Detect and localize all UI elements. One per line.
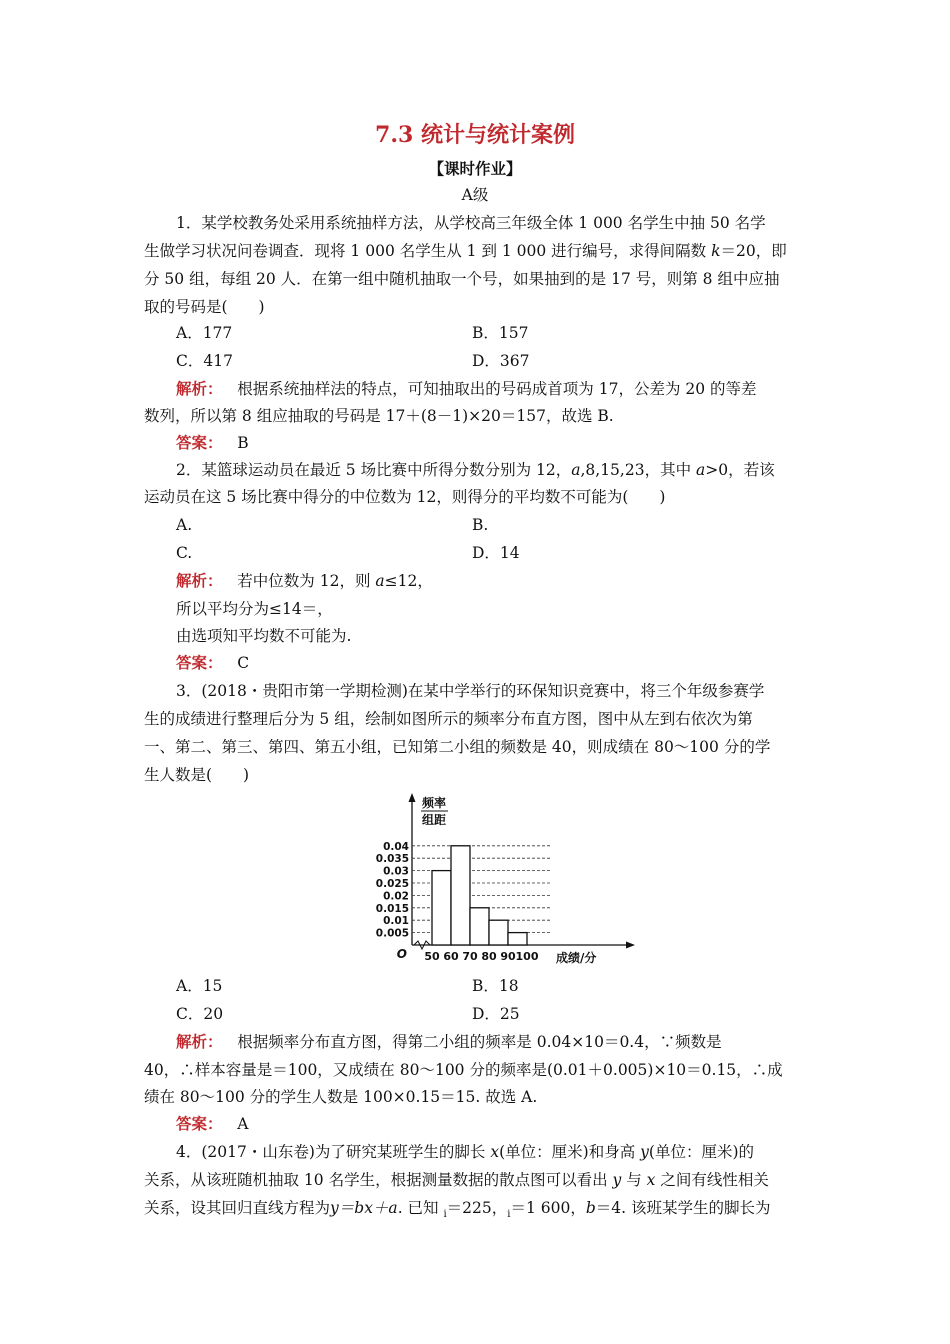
x-tick-label: 100	[515, 950, 539, 963]
y-tick-label: 0.005	[375, 927, 409, 940]
q1-option-d: D．367	[472, 352, 530, 370]
q3-line-1: 3．(2018・贵阳市第一学期检测)在某中学举行的环保知识竞赛中，将三个年级参赛学	[176, 682, 765, 700]
q3-line-2: 生的成绩进行整理后分为 5 组，绘制如图所示的频率分布直方图，图中从左到右依次为第	[144, 710, 753, 728]
q1-line-1: 1．某学校教务处采用系统抽样方法，从学校高三年级全体 1 000 名学生中抽 50 名学	[176, 214, 766, 232]
answer-label: 答案：	[176, 653, 223, 672]
y-tick-label: 0.03	[383, 865, 409, 878]
q2-option-a: A.	[176, 516, 193, 534]
q3-answer: 答案： A	[176, 1114, 249, 1133]
q3-analysis-line-2: 40，∴样本容量是＝100，又成绩在 80～100 分的频率是(0.01＋0.005)×10＝0.15，∴成	[144, 1061, 783, 1079]
q4-line-1: 4．(2017・山东卷)为了研究某班学生的脚长 x(单位：厘米)和身高 y(单位：厘米)的	[176, 1143, 754, 1161]
y-tick-label: 0.035	[375, 853, 409, 866]
q3-analysis-line-3: 绩在 80～100 分的学生人数是 100×0.15＝15. 故选 A.	[144, 1088, 538, 1106]
q2-analysis-line-1: 解析： 若中位数为 12，则 a≤12，	[176, 571, 433, 590]
origin-label: O	[396, 947, 407, 961]
y-axis-arrow	[409, 793, 416, 802]
answer-label: 答案：	[176, 1114, 223, 1133]
y-tick-label: 0.01	[383, 915, 409, 928]
q3-line-3: 一、第二、第三、第四、第五小组，已知第二小组的频数是 40，则成绩在 80～100 分的学	[144, 738, 771, 756]
q2-option-b: B.	[472, 516, 489, 534]
q1-line-3: 分 50 组，每组 20 人．在第一组中随机抽取一个号，如果抽到的是 17 号，则第 8 组中应抽	[144, 270, 780, 288]
q1-line-2: 生做学习状况问卷调查．现将 1 000 名学生从 1 到 1 000 进行编号，求得间隔数 k＝20，即	[144, 242, 787, 260]
x-axis-label: 成绩/分	[556, 951, 597, 965]
x-tick-label: 60	[443, 950, 459, 963]
x-tick-label: 80	[481, 950, 497, 963]
histogram-bar	[489, 920, 508, 945]
q3-option-c: C．20	[176, 1005, 224, 1023]
level-heading: A级	[461, 186, 489, 204]
q3-line-4: 生人数是( )	[144, 766, 250, 784]
analysis-label: 解析：	[176, 379, 223, 398]
answer-label: 答案：	[176, 433, 223, 452]
q2-option-c: C.	[176, 544, 193, 562]
q3-option-a: A．15	[176, 977, 223, 995]
q4-line-2: 关系，从该班随机抽取 10 名学生，根据测量数据的散点图可以看出 y 与 x 之间有线性相关	[144, 1171, 769, 1189]
x-tick-label: 70	[462, 950, 478, 963]
analysis-label: 解析：	[176, 571, 223, 590]
q3-analysis-line-1: 解析： 根据频率分布直方图，得第二小组的频率是 0.04×10＝0.4，∵频数是	[176, 1032, 722, 1051]
y-axis-label-bottom: 组距	[422, 813, 447, 827]
y-tick-label: 0.015	[375, 902, 409, 915]
q3-option-d: D．25	[472, 1005, 520, 1023]
q1-answer: 答案： B	[176, 433, 249, 452]
q1-option-b: B．157	[472, 324, 529, 342]
q1-analysis-line-2: 数列，所以第 8 组应抽取的号码是 17＋(8－1)×20＝157，故选 B.	[144, 407, 614, 425]
y-tick-label: 0.02	[383, 890, 409, 903]
x-axis-arrow	[626, 942, 635, 949]
q2-line-2: 运动员在这 5 场比赛中得分的中位数为 12，则得分的平均数不可能为( )	[144, 488, 666, 506]
q2-answer: 答案： C	[176, 653, 250, 672]
analysis-label: 解析：	[176, 1032, 223, 1051]
q2-analysis-line-3: 由选项知平均数不可能为.	[176, 627, 352, 645]
histogram-bar	[508, 933, 527, 945]
q3-option-b: B．18	[472, 977, 519, 995]
histogram-bar	[432, 871, 451, 945]
q4-line-3: 关系，设其回归直线方程为y＝bx＋a. 已知 $_i$＝225，$_i$＝1 600，b＝4. 该班某学生的脚长为	[144, 1199, 771, 1221]
x-tick-label: 50	[424, 950, 440, 963]
q1-line-4: 取的号码是( )	[144, 298, 265, 316]
q1-option-c: C．417	[176, 352, 233, 370]
y-tick-label: 0.04	[383, 840, 409, 853]
q1-option-a: A．177	[176, 324, 233, 342]
q2-analysis-line-2: 所以平均分为≤14＝，	[176, 600, 333, 618]
q1-analysis-line-1: 解析： 根据系统抽样法的特点，可知抽取出的号码成首项为 17，公差为 20 的等差	[176, 379, 757, 398]
y-axis-label-top: 频率	[422, 796, 447, 810]
x-tick-label: 90	[500, 950, 516, 963]
section-heading: 【课时作业】	[428, 159, 522, 178]
q2-line-1: 2．某篮球运动员在最近 5 场比赛中所得分数分别为 12，a,8,15,23，其中 a>0，若该	[176, 461, 775, 479]
frequency-histogram	[340, 788, 640, 970]
y-tick-label: 0.025	[375, 878, 409, 890]
histogram-bar	[451, 846, 470, 945]
histogram-bar	[470, 908, 489, 945]
q2-option-d: D．14	[472, 544, 520, 562]
page-title: 7.3 统计与统计案例	[375, 122, 575, 148]
